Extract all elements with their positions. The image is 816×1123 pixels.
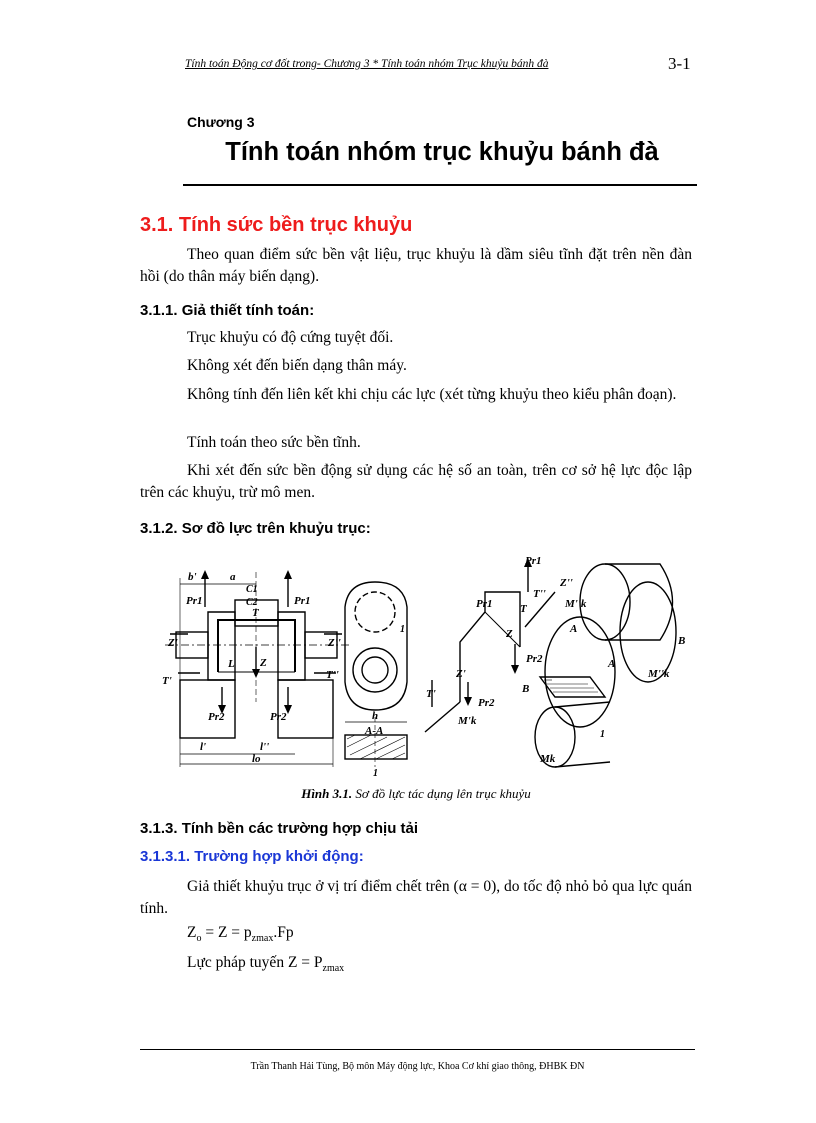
label-h: h xyxy=(372,710,379,722)
assumption-3: Không tính đến liên kết khi chịu các lực (xét từng khuỷu theo kiểu phân đoạn). xyxy=(187,386,677,403)
label-pr1-left: Pr1 xyxy=(186,595,203,607)
label-pr2-iso: Pr2 xyxy=(526,653,543,665)
figure-caption: Hình 3.1. Sơ đồ lực tác dụng lên trục khuỷu xyxy=(301,786,531,801)
label-z1: Z' xyxy=(168,637,178,649)
label-l2: l'' xyxy=(260,741,270,753)
label-pr2-right: Pr2 xyxy=(270,711,287,723)
label-A-mid: A xyxy=(608,658,616,670)
label-c2: C2 xyxy=(246,597,258,608)
assumption-2: Không xét đến biến dạng thân máy. xyxy=(187,357,407,374)
label-1-section: 1 xyxy=(400,624,405,635)
section-3-1-intro: Theo quan điểm sức bền vật liệu, trục khuỷu là dầm siêu tĩnh đặt trên nền đàn hồi (do thân máy biến dạng). xyxy=(140,246,692,285)
assumption-4: Tính toán theo sức bền tĩnh. xyxy=(187,434,361,451)
label-l: L xyxy=(228,658,235,670)
equation-normal-force: Lực pháp tuyến $Z = P_{zmax}$ xyxy=(187,954,345,975)
crankshaft-force-diagram xyxy=(160,552,700,780)
section-3-1-heading: 3.1. Tính sức bền trục khuỷu xyxy=(140,214,413,236)
label-B-mid: B xyxy=(522,683,530,695)
label-t2: T'' xyxy=(326,669,339,681)
label-z-iso: Z xyxy=(506,628,513,640)
page-number: 3-1 xyxy=(668,54,691,73)
equation-z0: $Z_o = Z = p_{zmax}.Fp$ xyxy=(187,924,294,945)
label-mk2-3d: M''k xyxy=(648,668,670,680)
label-z2-iso: Z'' xyxy=(560,577,573,589)
label-z: Z xyxy=(260,657,267,669)
chapter-title: Tính toán nhóm trục khuỷu bánh đà xyxy=(225,138,659,166)
label-pr2-left: Pr2 xyxy=(208,711,225,723)
label-mk1-iso: M'k xyxy=(458,715,477,727)
label-z1-iso: Z' xyxy=(456,668,466,680)
section-3-1-3-1-heading: 3.1.3.1. Trường hợp khởi động: xyxy=(140,848,364,865)
label-B-right: B xyxy=(678,635,686,647)
section-3-1-3-heading: 3.1.3. Tính bền các trường hợp chịu tải xyxy=(140,820,419,837)
label-A-top: A xyxy=(570,623,578,635)
label-lo: lo xyxy=(252,753,261,765)
label-1-hatch: 1 xyxy=(373,768,378,779)
footer-rule xyxy=(140,1049,695,1050)
label-pr1-iso: Pr1 xyxy=(525,555,542,567)
label-c1: C1 xyxy=(246,584,258,595)
label-a: a xyxy=(230,571,236,583)
label-pr2-iso-b: Pr2 xyxy=(478,697,495,709)
label-pr1-iso-left: Pr1 xyxy=(476,598,493,610)
footer-text: Trần Thanh Hải Tùng, Bộ môn Máy động lực, Khoa Cơ khí giao thông, ĐHBK ĐN xyxy=(250,1061,585,1072)
label-t1: T' xyxy=(162,675,172,687)
assumption-5: Khi xét đến sức bền động sử dụng các hệ số an toàn, trên cơ sở hệ lực độc lập trên các khuỷu, trừ mô men. xyxy=(140,462,692,501)
label-t1-iso: T' xyxy=(426,688,436,700)
section-3-1-2-heading: 3.1.2. Sơ đồ lực trên khuỷu trục: xyxy=(140,520,371,537)
label-t-iso: T xyxy=(520,603,527,615)
running-header: Tính toán Động cơ đốt trong- Chương 3 * Tính toán nhóm Trục khuỷu bánh đà xyxy=(185,58,549,70)
label-t2-iso: T'' xyxy=(533,588,546,600)
assumption-1: Trục khuỷu có độ cứng tuyệt đối. xyxy=(187,329,394,346)
label-1-3d: 1 xyxy=(600,729,605,740)
chapter-label: Chương 3 xyxy=(187,114,255,130)
label-b1: b' xyxy=(188,571,197,583)
startup-paragraph: Giả thiết khuỷu trục ở vị trí điểm chết trên (α = 0), do tốc độ nhỏ bỏ qua lực quán tính. xyxy=(140,878,692,917)
label-mk-3d: Mk xyxy=(540,753,556,765)
title-rule xyxy=(183,184,697,186)
section-3-1-1-heading: 3.1.1. Giả thiết tính toán: xyxy=(140,302,315,319)
label-pr1-right: Pr1 xyxy=(294,595,311,607)
label-mk2-iso: M''k xyxy=(565,598,587,610)
label-z2: Z'' xyxy=(328,637,341,649)
label-l1: l' xyxy=(200,741,207,753)
label-section: A-A xyxy=(365,725,384,737)
label-t: T xyxy=(252,607,259,619)
